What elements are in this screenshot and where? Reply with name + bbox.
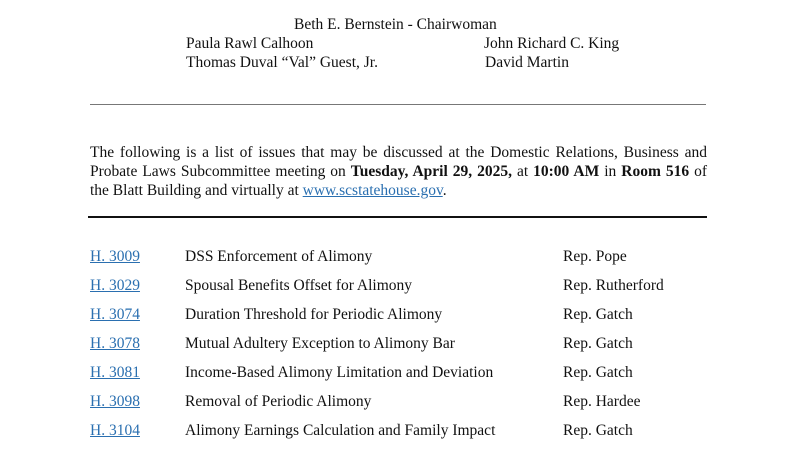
divider — [90, 104, 706, 105]
bill-number-link[interactable]: H. 3029 — [90, 277, 140, 294]
bill-number-link[interactable]: H. 3078 — [90, 335, 140, 352]
bill-row — [0, 422, 800, 441]
bill-number-link[interactable]: H. 3098 — [90, 393, 140, 410]
bill-sponsor: Rep. Pope — [563, 248, 627, 265]
meeting-notice: The following is a list of issues that may be discussed at the Domestic Relations, Business and Probate Laws Subcommittee meeting on Tuesday, April 29, 2025, at 10:00 AM in Room 516 of the Blatt Building and virtually at www.scstatehouse.gov. — [90, 144, 707, 199]
bill-sponsor: Rep. Rutherford — [563, 277, 664, 294]
bill-row — [0, 364, 800, 383]
divider-thick — [88, 216, 707, 218]
meeting-time: 10:00 AM — [533, 163, 600, 180]
statehouse-link[interactable]: www.scstatehouse.gov — [302, 182, 443, 199]
bill-sponsor: Rep. Gatch — [563, 306, 633, 323]
member: Paula Rawl Calhoon — [186, 35, 314, 52]
bill-title: DSS Enforcement of Alimony — [185, 248, 373, 265]
bill-row — [0, 277, 800, 296]
member: John Richard C. King — [484, 35, 620, 52]
bill-number-link[interactable]: H. 3081 — [90, 364, 140, 381]
bill-title: Alimony Earnings Calculation and Family Impact — [185, 422, 496, 439]
bill-title: Spousal Benefits Offset for Alimony — [185, 277, 413, 294]
bill-title: Mutual Adultery Exception to Alimony Bar — [185, 335, 455, 352]
bill-title: Income-Based Alimony Limitation and Deviation — [185, 364, 494, 381]
bill-row — [0, 335, 800, 354]
bill-sponsor: Rep. Gatch — [563, 364, 633, 381]
chairwoman: Beth E. Bernstein - Chairwoman — [294, 16, 497, 33]
bill-sponsor: Rep. Gatch — [563, 335, 633, 352]
meeting-date: Tuesday, April 29, 2025, — [350, 163, 512, 180]
member: Thomas Duval “Val” Guest, Jr. — [186, 54, 378, 71]
bill-title: Removal of Periodic Alimony — [185, 393, 372, 410]
bill-sponsor: Rep. Hardee — [563, 393, 641, 410]
meeting-room: Room 516 — [621, 163, 690, 180]
member: David Martin — [485, 54, 569, 71]
bill-number-link[interactable]: H. 3074 — [90, 306, 140, 323]
bill-row — [0, 248, 800, 267]
bill-number-link[interactable]: H. 3104 — [90, 422, 140, 439]
bill-sponsor: Rep. Gatch — [563, 422, 633, 439]
bill-title: Duration Threshold for Periodic Alimony — [185, 306, 443, 323]
bill-row — [0, 306, 800, 325]
bill-row — [0, 393, 800, 412]
bill-number-link[interactable]: H. 3009 — [90, 248, 140, 265]
